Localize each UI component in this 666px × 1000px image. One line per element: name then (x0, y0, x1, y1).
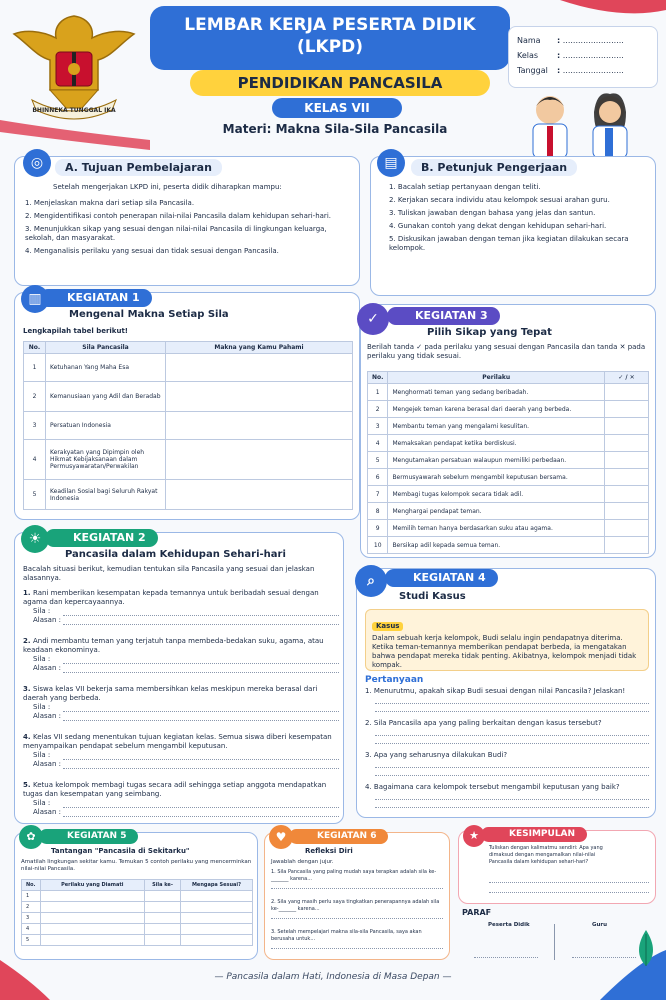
mark-cell[interactable] (605, 520, 649, 537)
tujuan-title: A. Tujuan Pembelajaran (55, 159, 222, 176)
petunjuk-title: B. Petunjuk Pengerjaan (411, 159, 577, 176)
answer-cell[interactable] (166, 480, 353, 510)
list-item: 1. Menjelaskan makna dari setiap sila Pancasila. (25, 199, 195, 207)
list-item: 1. Bacalah setiap pertanyaan dengan teliti. (389, 183, 541, 191)
kegiatan1-table: No. Sila Pancasila Makna yang Kamu Pahami 1 Ketuhanan Yang Maha Esa 2 Kemanusiaan yang Adil dan Beradab 3 Persatuan Indonesia 4 Kerakyatan yang Dipimpin oleh Hikmat Kebijaksanaan dalam Permusyawaratan/Perwakilan 5 Keadilan Sosial bagi Seluruh Rakyat Indonesia (23, 341, 353, 510)
table-row: 4 Kerakyatan yang Dipimpin oleh Hikmat Kebijaksanaan dalam Permusyawaratan/Perwakilan (24, 440, 353, 480)
divider (554, 924, 555, 960)
identity-box (508, 26, 658, 88)
paraf-title: PARAF (462, 908, 492, 917)
answer-line[interactable] (375, 792, 649, 800)
sila-field[interactable]: Sila : (33, 703, 339, 712)
table-row: 1 Menghormati teman yang sedang beribadah. (368, 384, 649, 401)
book-icon: ▥ (21, 285, 49, 313)
table-row: 1 (22, 891, 253, 902)
sila-field[interactable]: Sila : (33, 607, 339, 616)
kegiatan5-card (14, 832, 258, 960)
list-item: 4. Bagaimana cara kelompok tersebut mengambil keputusan yang baik? (365, 783, 649, 815)
kegiatan2-items (23, 589, 339, 829)
pertanyaan-list (365, 687, 649, 815)
tujuan-list (25, 199, 355, 260)
identity-nama[interactable]: Nama : ........................ (517, 36, 624, 45)
answer-line[interactable] (489, 877, 649, 883)
star-icon: ★ (463, 825, 485, 847)
list-item: 4. Kelas VII sedang menentukan tujuan kegiatan kelas. Semua siswa diberi kesempatan menyampaikan pendapat sebelum mengambil keputusan. Sila : Alasan : (23, 733, 339, 781)
kegiatan1-card (14, 292, 360, 520)
list-item: 2. Sila Pancasila apa yang paling berkaitan dengan kasus tersebut? (365, 719, 649, 751)
tujuan-card (14, 156, 360, 286)
kesimpulan-badge: KESIMPULAN (481, 827, 587, 842)
kegiatan6-badge: KEGIATAN 6 (289, 829, 388, 844)
motto-text: BHINNEKA TUNGGAL IKA (32, 107, 116, 114)
table-row: 6 Bermusyawarah sebelum mengambil keputusan bersama. (368, 469, 649, 486)
pertanyaan-label: Pertanyaan (365, 675, 424, 685)
kasus-label: Kasus (372, 622, 403, 631)
list-item: 4. Gunakan contoh yang dekat dengan kehidupan sehari-hari. (389, 222, 607, 230)
mark-cell[interactable] (605, 384, 649, 401)
answer-line[interactable] (375, 728, 649, 736)
target-icon: ◎ (23, 149, 51, 177)
kegiatan5-table: No. Perilaku yang Diamati Sila ke- Mengapa Sesuai? 1 2 3 4 5 (21, 879, 253, 946)
kegiatan4-badge: KEGIATAN 4 (385, 569, 498, 587)
identity-tanggal[interactable]: Tanggal : ........................ (517, 66, 624, 75)
table-row: 1 Ketuhanan Yang Maha Esa (24, 354, 353, 382)
petunjuk-list (389, 183, 649, 257)
sila-field[interactable]: Sila : (33, 799, 339, 808)
kegiatan1-badge: KEGIATAN 1 (39, 289, 152, 307)
list-item: 3. Siswa kelas VII bekerja sama membersihkan kelas meskipun mereka berasal dari daerah yang berbeda. Sila : Alasan : (23, 685, 339, 733)
answer-cell[interactable] (166, 440, 353, 480)
answer-cell[interactable] (166, 354, 353, 382)
sila-field[interactable]: Sila : (33, 655, 339, 664)
table-row: 5 Mengutamakan persatuan walaupun memiliki perbedaan. (368, 452, 649, 469)
kegiatan4-card (356, 568, 656, 818)
alasan-field[interactable]: Alasan : (33, 616, 339, 625)
list-item: 3. Apa yang seharusnya dilakukan Budi? (365, 751, 649, 783)
kegiatan1-instr: Lengkapilah tabel berikut! (23, 327, 128, 335)
list-item: 1. Menurutmu, apakah sikap Budi sesuai dengan nilai Pancasila? Jelaskan! (365, 687, 649, 719)
list-item: 4. Menganalisis perilaku yang sesuai dan tidak sesuai dengan Pancasila. (25, 247, 279, 255)
alasan-field[interactable]: Alasan : (33, 664, 339, 673)
materi-text: Materi: Makna Sila-Sila Pancasila (222, 122, 448, 136)
page-title (150, 6, 510, 70)
leaf-icon: ✿ (19, 825, 43, 849)
answer-line[interactable] (375, 800, 649, 808)
list-item: 2. Kerjakan secara individu atau kelompok sesuai arahan guru. (389, 196, 610, 204)
list-item: 1. Rani memberikan kesempatan kepada temannya untuk beribadah sesuai dengan agama dan kepercayaannya. Sila : Alasan : (23, 589, 339, 637)
mark-cell[interactable] (605, 537, 649, 554)
answer-line[interactable] (271, 913, 443, 919)
list-item: 5. Diskusikan jawaban dengan teman jika kegiatan dilakukan secara kelompok. (389, 235, 629, 252)
kegiatan3-instr: Berilah tanda ✓ pada perilaku yang sesuai dengan Pancasila dan tanda ✕ pada perilaku yang tidak sesuai. (367, 343, 646, 360)
answer-cell[interactable] (166, 382, 353, 412)
refleksi-list (271, 869, 443, 959)
kegiatan6-card (264, 832, 450, 960)
mark-cell[interactable] (605, 435, 649, 452)
paraf-section (462, 908, 656, 966)
kegiatan3-title: Pilih Sikap yang Tepat (427, 327, 552, 338)
paraf-guru-label: Guru (592, 922, 608, 928)
kegiatan3-card (360, 304, 656, 558)
kesimpulan-card (458, 830, 656, 904)
kegiatan6-instr: Jawablah dengan jujur. (271, 859, 334, 865)
title-line1: LEMBAR KERJA PESERTA DIDIK (184, 15, 476, 35)
kegiatan3-table: No. Perilaku ✓ / ✕ 1 Menghormati teman yang sedang beribadah. 2 Mengejek teman karena berasal dari daerah yang berbeda. 3 Membantu teman yang mengalami kesulitan. 4 Memaksakan pendapat ketika berdiskusi. 5 Mengutamakan persatuan walaupun memiliki perbedaan. 6 Bermusyawarah sebelum mengambil keputusan bersama. 7 Membagi tugas kelompok secara tidak adil. 8 Menghargai pendapat teman. 9 Memilih teman hanya berdasarkan suku atau agama. 10 Bersikap adil kepada semua teman. (367, 371, 649, 554)
table-row: 2 Kemanusiaan yang Adil dan Beradab (24, 382, 353, 412)
alasan-field[interactable]: Alasan : (33, 760, 339, 769)
clipboard-icon: ▤ (377, 149, 405, 177)
list-item: 3. Setelah mempelajari makna sila-sila Pancasila, saya akan berusaha untuk... (271, 929, 443, 959)
table-row: 5 Keadilan Sosial bagi Seluruh Rakyat Indonesia (24, 480, 353, 510)
garuda-emblem-icon (10, 4, 138, 126)
kesimpulan-text: Tuliskan dengan kalimatmu sendiri: Apa yang dimaksud dengan mengamalkan nilai-nilai Pancasila dalam kehidupan sehari-hari? (489, 845, 603, 865)
kegiatan1-title: Mengenal Makna Setiap Sila (69, 309, 229, 320)
leaf-decor-icon (628, 928, 664, 968)
identity-kelas[interactable]: Kelas : ........................ (517, 51, 624, 60)
sila-field[interactable]: Sila : (33, 751, 339, 760)
tujuan-intro: Setelah mengerjakan LKPD ini, peserta didik diharapkan mampu: (53, 183, 282, 191)
table-row: 9 Memilih teman hanya berdasarkan suku atau agama. (368, 520, 649, 537)
kegiatan2-instr: Bacalah situasi berikut, kemudian tentukan sila Pancasila yang sesuai dan jelaskan alasannya. (23, 565, 315, 582)
table-row: 2 (22, 902, 253, 913)
list-item: 2. Sila yang masih perlu saya tingkatkan penerapannya adalah sila ke-_______ karena... (271, 899, 443, 929)
table-row: 2 Mengejek teman karena berasal dari daerah yang berbeda. (368, 401, 649, 418)
kegiatan2-title: Pancasila dalam Kehidupan Sehari-hari (65, 549, 286, 560)
table-row: 10 Bersikap adil kepada semua teman. (368, 537, 649, 554)
answer-line[interactable] (375, 768, 649, 776)
answer-line[interactable] (489, 887, 649, 893)
paraf-guru-sign[interactable] (572, 950, 636, 958)
table-row: 3 (22, 913, 253, 924)
table-row: 4 (22, 924, 253, 935)
table-row: 4 Memaksakan pendapat ketika berdiskusi. (368, 435, 649, 452)
footer-motto: — Pancasila dalam Hati, Indonesia di Masa Depan — (214, 972, 452, 982)
list-item: 3. Tuliskan jawaban dengan bahasa yang jelas dan santun. (389, 209, 596, 217)
table-row: 7 Membagi tugas kelompok secara tidak adil. (368, 486, 649, 503)
list-item: 3. Menunjukkan sikap yang sesuai dengan nilai-nilai Pancasila di lingkungan keluarga, sekolah, dan masyarakat. (25, 225, 327, 242)
kegiatan2-card (14, 532, 344, 824)
kegiatan6-title: Refleksi Diri (305, 847, 353, 855)
mark-cell[interactable] (605, 418, 649, 435)
table-row: 5 (22, 935, 253, 946)
kegiatan3-badge: KEGIATAN 3 (387, 307, 500, 325)
table-row: 3 Persatuan Indonesia (24, 412, 353, 440)
heart-icon: ♥ (269, 825, 293, 849)
kasus-box (365, 609, 649, 671)
mark-cell[interactable] (605, 401, 649, 418)
table-row: 3 Membantu teman yang mengalami kesulitan. (368, 418, 649, 435)
title-line2: (LKPD) (296, 37, 364, 57)
alasan-field[interactable]: Alasan : (33, 712, 339, 721)
paraf-siswa-label: Peserta Didik (488, 922, 530, 928)
answer-cell[interactable] (166, 412, 353, 440)
petunjuk-card (370, 156, 656, 296)
mark-cell[interactable] (605, 503, 649, 520)
answer-line[interactable] (375, 736, 649, 744)
kegiatan5-badge: KEGIATAN 5 (39, 829, 138, 844)
answer-line[interactable] (375, 696, 649, 704)
answer-line[interactable] (271, 943, 443, 949)
list-item: 5. Ketua kelompok membagi tugas secara adil sehingga setiap anggota mendapatkan tugas dan kesempatan yang seimbang. Sila : Alasan : (23, 781, 339, 829)
kelas-banner: KELAS VII (272, 98, 402, 118)
list-item: 1. Sila Pancasila yang paling mudah saya terapkan adalah sila ke-_______ karena... (271, 869, 443, 899)
alasan-field[interactable]: Alasan : (33, 808, 339, 817)
answer-line[interactable] (271, 883, 443, 889)
kegiatan4-title: Studi Kasus (399, 591, 466, 602)
table-row: 8 Menghargai pendapat teman. (368, 503, 649, 520)
list-item: 2. Mengidentifikasi contoh penerapan nilai-nilai Pancasila dalam kehidupan sehari-hari. (25, 212, 331, 220)
students-illustration-icon (505, 88, 655, 158)
kegiatan5-instr: Amatilah lingkungan sekitar kamu. Temukan 5 contoh perilaku yang mencerminkan nilai-nilai Pancasila. (21, 859, 252, 872)
lightbulb-icon: ☀ (21, 525, 49, 553)
paraf-siswa-sign[interactable] (474, 950, 538, 958)
check-icon: ✓ (357, 303, 389, 335)
kegiatan2-badge: KEGIATAN 2 (45, 529, 158, 547)
kegiatan5-title: Tantangan "Pancasila di Sekitarku" (51, 847, 190, 855)
mark-cell[interactable] (605, 469, 649, 486)
subject-banner: PENDIDIKAN PANCASILA (190, 70, 490, 96)
list-item: 2. Andi membantu teman yang terjatuh tanpa membeda-bedakan suku, agama, atau keadaan ekonominya. Sila : Alasan : (23, 637, 339, 685)
mark-cell[interactable] (605, 452, 649, 469)
kasus-text: Dalam sebuah kerja kelompok, Budi selalu ingin pendapatnya diterima. Ketika teman-temannya memberikan pendapat berbeda, ia mengatakan bahwa pendapat mereka tidak penting. Akibatnya, kelompok menjadi tidak kompak. (372, 634, 637, 669)
magnifier-icon: ⌕ (355, 565, 387, 597)
mark-cell[interactable] (605, 486, 649, 503)
answer-line[interactable] (375, 760, 649, 768)
answer-line[interactable] (375, 704, 649, 712)
